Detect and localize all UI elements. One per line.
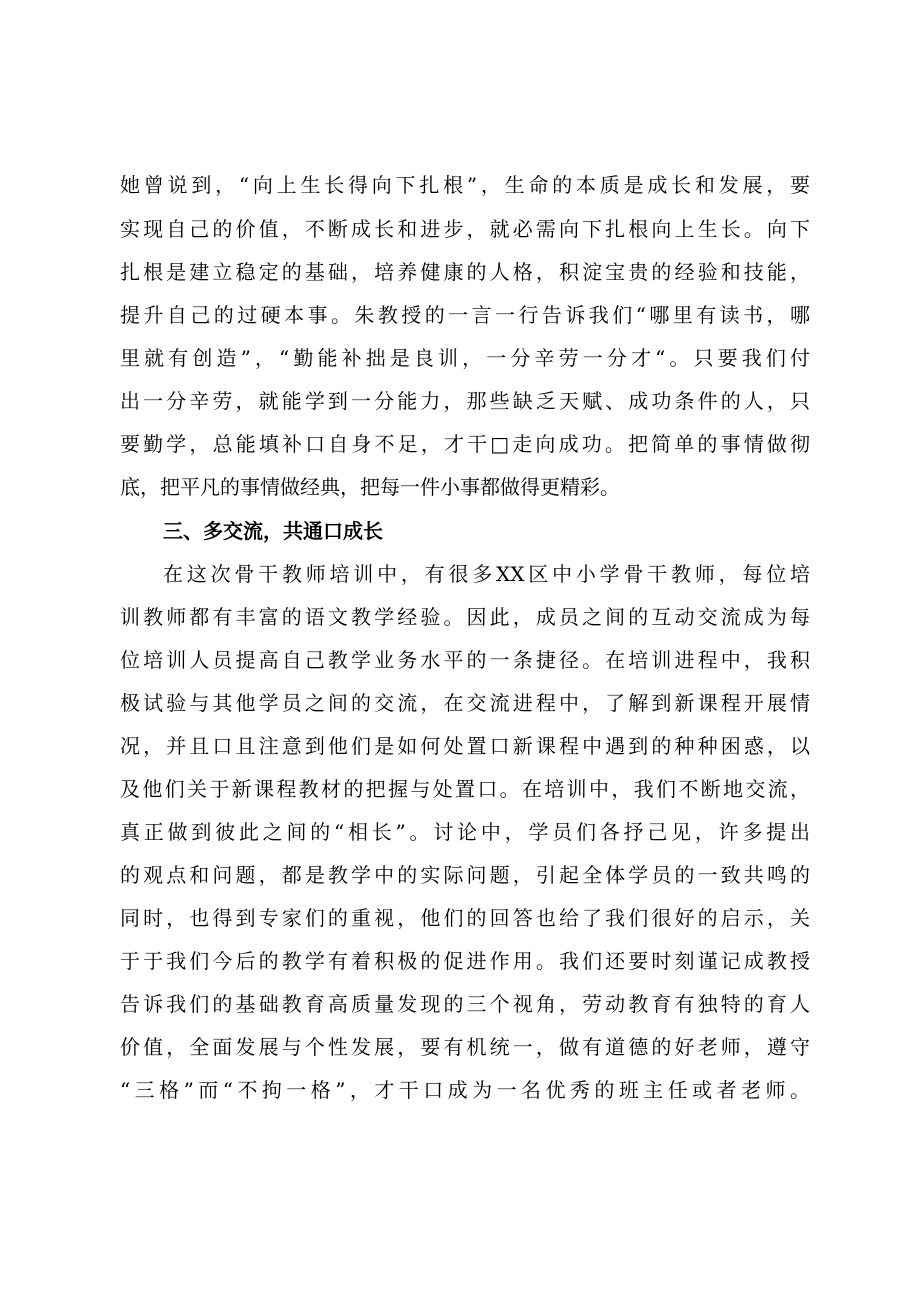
paragraph-line: 在这次骨干教师培训中，有很多XX区中小学骨干教师，每位培 — [163, 562, 810, 586]
paragraph-line: 要勤学，总能填补口自身不足，才干□走向成功。把简单的事情做彻 — [120, 432, 810, 456]
paragraph-line: 实现自己的价值，不断成长和进步，就必需向下扎根向上生长。向下 — [120, 217, 810, 241]
section-heading: 三、多交流，共通口成长 — [163, 519, 383, 543]
paragraph-line: 及他们关于新课程教材的把握与处置口。在培训中，我们不断地交流， — [120, 777, 810, 801]
paragraph-line: 极试验与其他学员之间的交流，在交流进程中，了解到新课程开展情 — [120, 691, 810, 715]
paragraph-line: 的观点和问题，都是教学中的实际问题，引起全体学员的一致共鸣的 — [120, 863, 810, 887]
paragraph-line: 训教师都有丰富的语文教学经验。因此，成员之间的互动交流成为每 — [120, 605, 810, 629]
paragraph-line: 价值，全面发展与个性发展，要有机统一，做有道德的好老师，遵守 — [120, 1035, 810, 1059]
paragraph-line: 提升自己的过硬本事。朱教授的一言一行告诉我们“哪里有读书，哪 — [120, 303, 810, 327]
paragraph-line: 底，把平凡的事情做经典，把每一件小事都做得更精彩。 — [120, 475, 620, 499]
paragraph-line: 她曾说到，“向上生长得向下扎根”，生命的本质是成长和发展，要 — [120, 173, 810, 197]
paragraph-line: 出一分辛劳，就能学到一分能力，那些缺乏天赋、成功条件的人，只 — [120, 389, 810, 413]
paragraph-line: 位培训人员提高自己教学业务水平的一条捷径。在培训进程中，我积 — [120, 648, 810, 672]
paragraph-line: 扎根是建立稳定的基础，培养健康的人格，积淀宝贵的经验和技能， — [120, 260, 810, 284]
paragraph-line: 告诉我们的基础教育高质量发现的三个视角，劳动教育有独特的育人 — [120, 992, 810, 1016]
paragraph-line: 况，并且口且注意到他们是如何处置口新课程中遇到的种种困惑，以 — [120, 734, 810, 758]
paragraph-line: 同时，也得到专家们的重视，他们的回答也给了我们很好的启示，关 — [120, 906, 810, 930]
paragraph-line: 真正做到彼此之间的“相长”。讨论中，学员们各抒己见，许多提出 — [120, 820, 810, 844]
paragraph-line: 里就有创造”，“勤能补拙是良训，一分辛劳一分才“。只要我们付 — [120, 346, 810, 370]
paragraph-line: “三格”而“不拘一格”，才干口成为一名优秀的班主任或者老师。 — [120, 1078, 810, 1102]
paragraph-line: 于于我们今后的教学有着积极的促进作用。我们还要时刻谨记成教授 — [120, 949, 810, 973]
